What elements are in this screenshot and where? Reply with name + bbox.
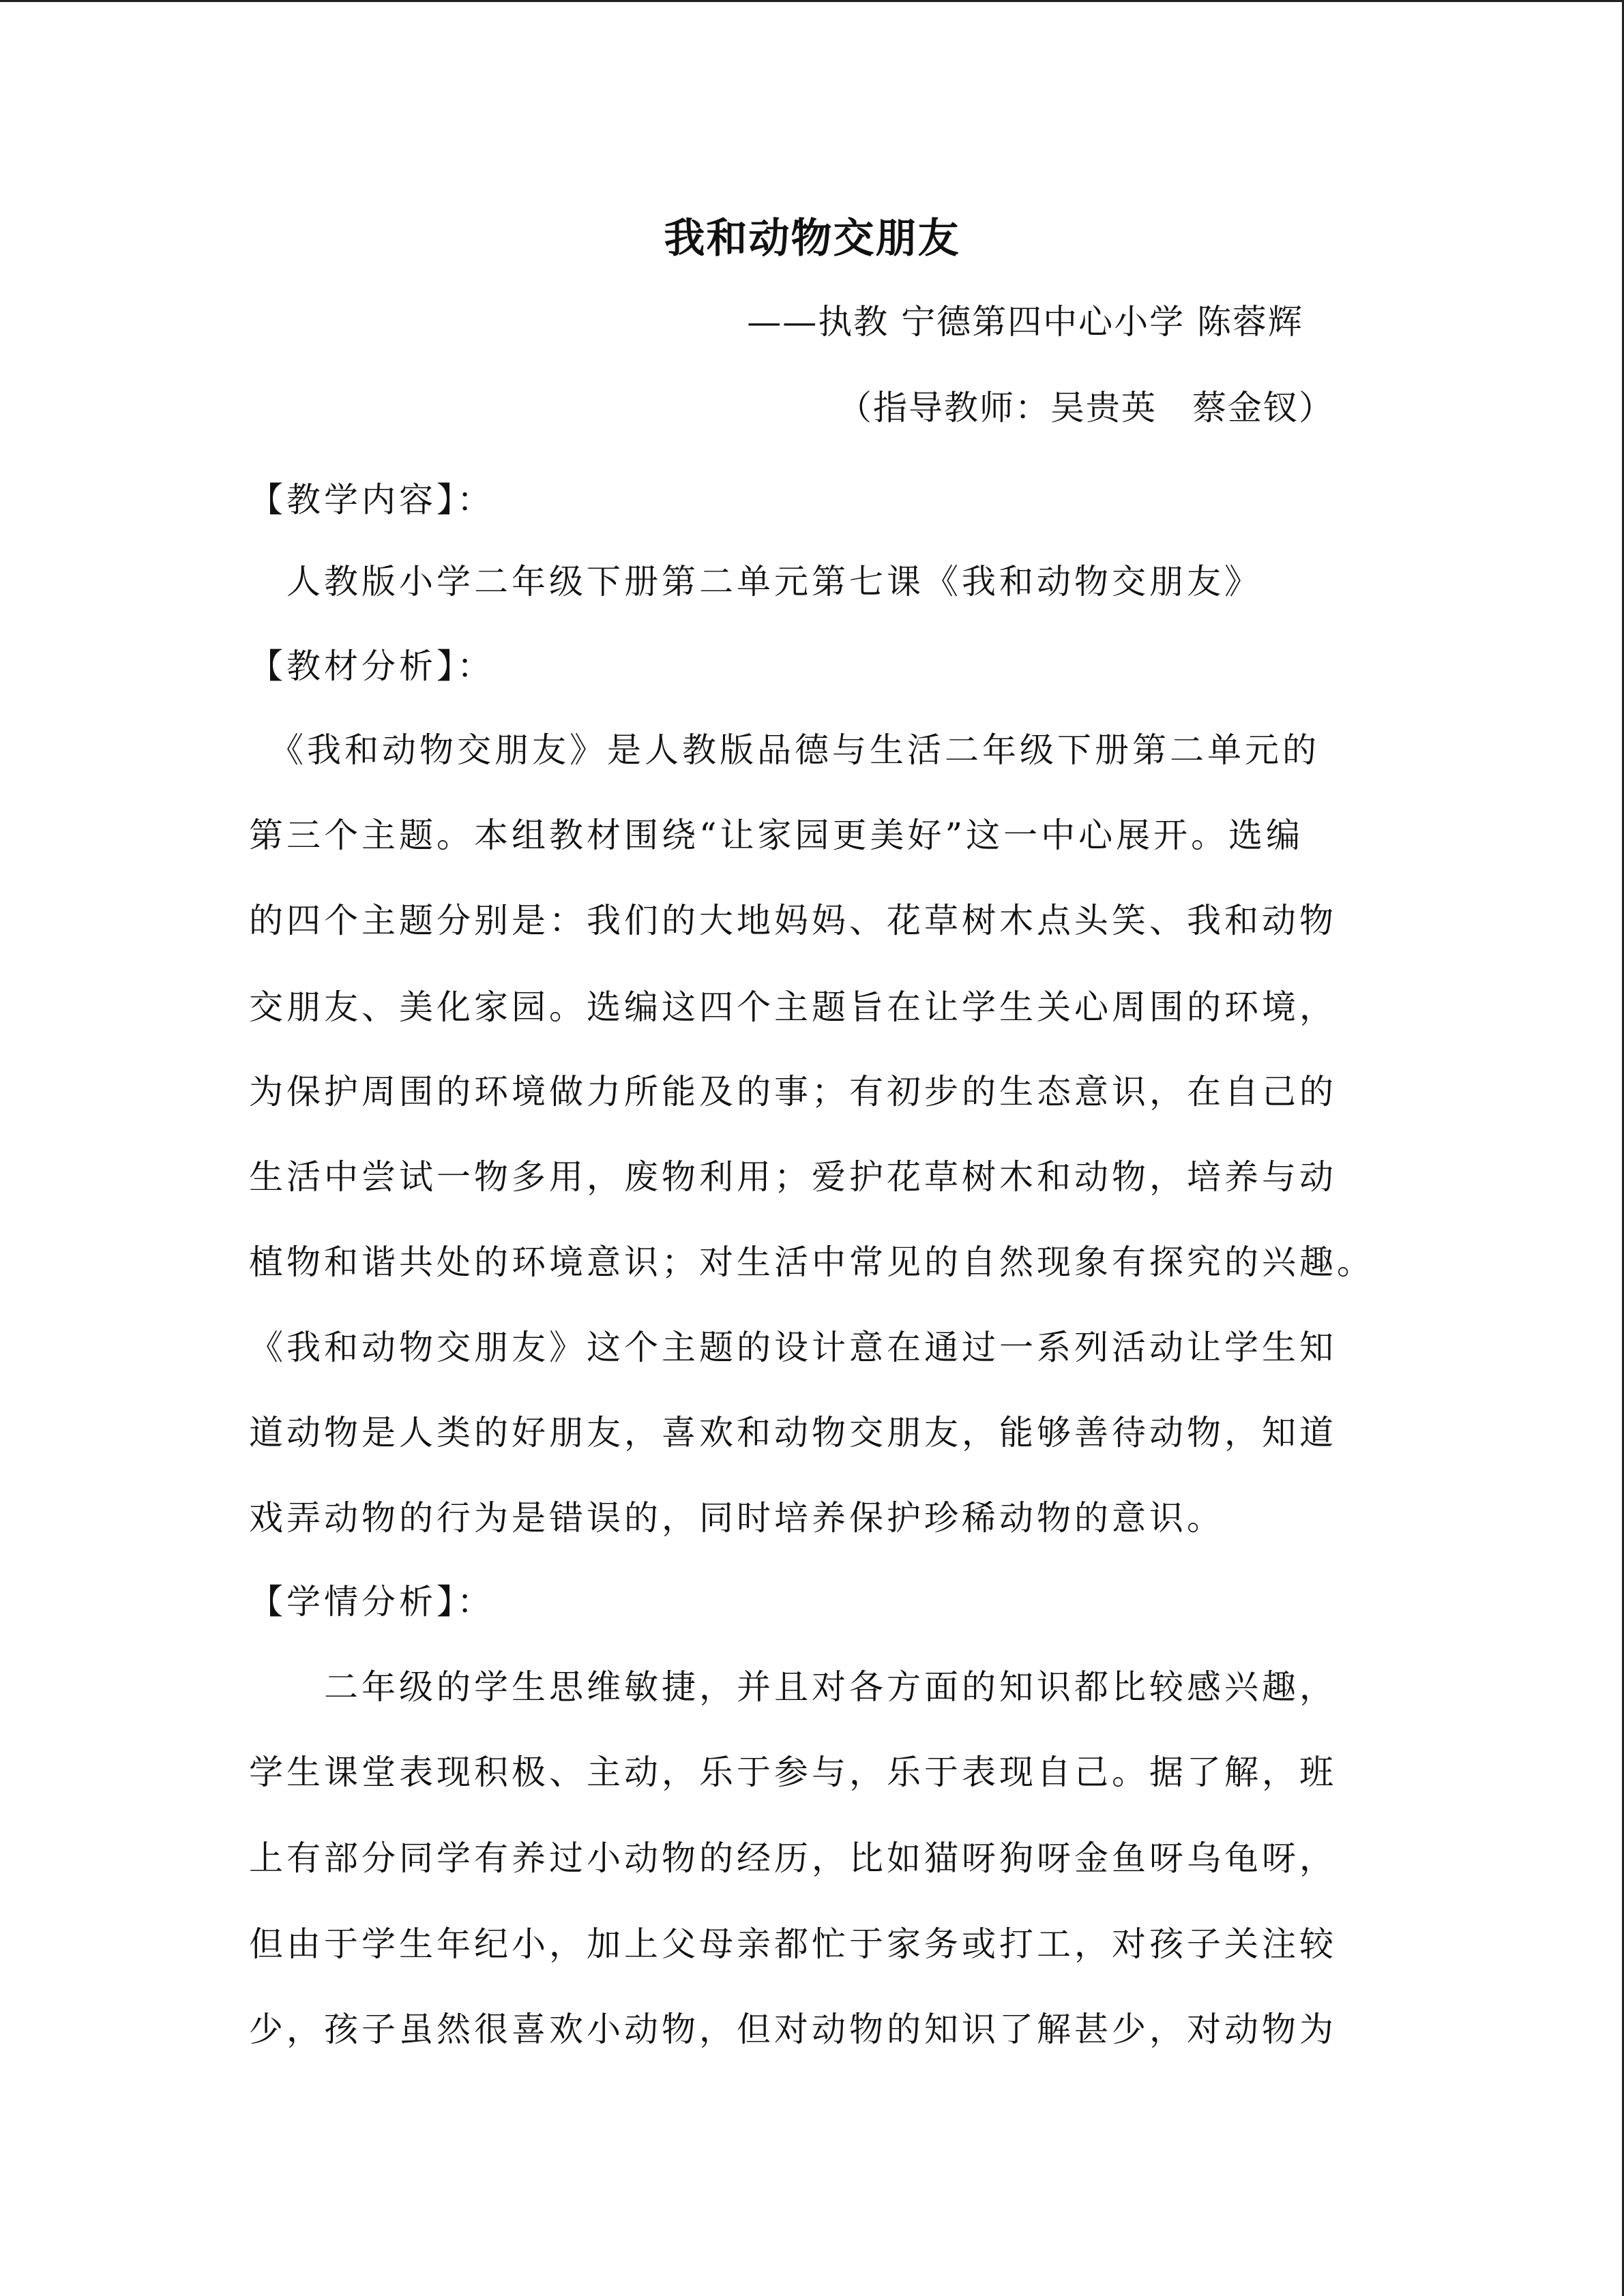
document-advisors: （指导教师：吴贵英 蔡金钗） (838, 388, 1334, 428)
material-line: 为保护周围的环境做力所能及的事；有初步的生态意识，在自己的 (249, 1072, 1337, 1112)
page-border-top (0, 0, 1624, 2)
material-line: 第三个主题。本组教材围绕“让家园更美好”这一中心展开。选编 (249, 816, 1304, 855)
section-heading-content: 【教学内容】： (249, 480, 494, 520)
section-heading-material: 【教材分析】： (249, 646, 494, 686)
material-line: 交朋友、美化家园。选编这四个主题旨在让学生关心周围的环境， (249, 987, 1337, 1027)
content-line: 人教版小学二年级下册第二单元第七课《我和动物交朋友》 (249, 562, 1262, 601)
material-line: 生活中尝试一物多用，废物利用；爱护花草树木和动物，培养与动 (249, 1157, 1337, 1197)
students-line: 二年级的学生思维敏捷，并且对各方面的知识都比较感兴趣， (249, 1667, 1337, 1707)
material-line: 《我和动物交朋友》是人教版品德与生活二年级下册第二单元的 (249, 730, 1320, 770)
section-heading-students: 【学情分析】： (249, 1582, 494, 1622)
students-line: 上有部分同学有养过小动物的经历，比如猫呀狗呀金鱼呀乌龟呀， (249, 1838, 1337, 1878)
students-line: 少，孩子虽然很喜欢小动物，但对动物的知识了解甚少，对动物为 (249, 2010, 1337, 2049)
material-line: 道动物是人类的好朋友，喜欢和动物交朋友，能够善待动物，知道 (249, 1413, 1337, 1452)
material-line: 《我和动物交朋友》这个主题的设计意在通过一系列活动让学生知 (249, 1328, 1337, 1367)
students-line: 但由于学生年纪小，加上父母亲都忙于家务或打工，对孩子关注较 (249, 1924, 1337, 1964)
material-line: 植物和谐共处的环境意识；对生活中常见的自然现象有探究的兴趣。 (249, 1242, 1374, 1282)
document-byline: ——执教 宁德第四中心小学 陈蓉辉 (747, 302, 1303, 342)
students-line: 学生课堂表现积极、主动，乐于参与，乐于表现自己。据了解，班 (249, 1753, 1337, 1792)
document-title: 我和动物交朋友 (664, 215, 960, 263)
material-line: 的四个主题分别是：我们的大地妈妈、花草树木点头笑、我和动物 (249, 901, 1337, 940)
material-line: 戏弄动物的行为是错误的，同时培养保护珍稀动物的意识。 (249, 1498, 1224, 1538)
